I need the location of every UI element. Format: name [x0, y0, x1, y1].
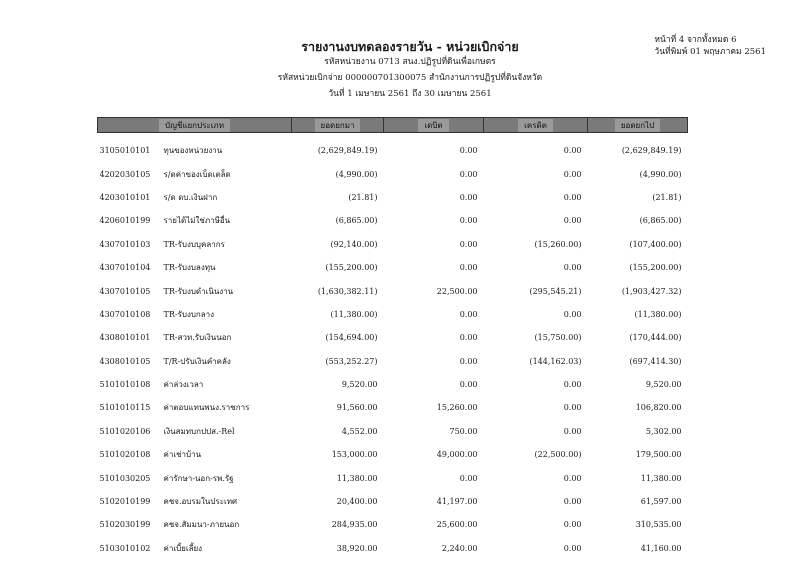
- carried-forward-value: 179,500.00: [635, 450, 682, 460]
- credit-value: 0.00: [563, 403, 582, 413]
- table-row: [98, 513, 688, 536]
- brought-forward-value: (92,140.00): [330, 239, 378, 249]
- debit-value: 750.00: [449, 426, 478, 436]
- carried-forward-value: (155,200.00): [629, 263, 682, 273]
- table-row: [98, 373, 688, 396]
- credit-value: 0.00: [563, 520, 582, 530]
- account-name: ค่าเบี้ยเลี้ยง: [163, 543, 203, 553]
- account-name: คชจ.สัมมนา-ภายนอก: [163, 520, 240, 530]
- brought-forward-value: 284,935.00: [331, 520, 378, 530]
- report-header: [0, 38, 800, 101]
- debit-value: 0.00: [459, 146, 478, 156]
- table-row: [98, 326, 688, 349]
- brought-forward-value: (2,629,849.19): [317, 146, 378, 156]
- debit-value: 0.00: [459, 333, 478, 343]
- account-code: 5101010115: [99, 403, 151, 413]
- debit-value: 25,600.00: [436, 520, 478, 530]
- debit-value: 49,000.00: [436, 450, 478, 460]
- account-name: รายได้ไม่ใช่ภาษีอื่น: [163, 216, 231, 226]
- account-name: TR-รับงบกลาง: [163, 309, 215, 319]
- report-title: รายงานงบทดลองรายวัน - หน่วยเบิกจ่าย: [301, 39, 519, 54]
- carried-forward-value: (2,629,849.19): [621, 146, 682, 156]
- account-code: 4307010104: [99, 263, 151, 273]
- account-code: 4307010108: [99, 309, 151, 319]
- table-row: [98, 133, 688, 163]
- disbursing-unit-line: รหัสหน่วยเบิกจ่าย 000000701300075 สำนักงานการปฏิรูปที่ดินจังหวัด: [277, 73, 543, 83]
- credit-value: 0.00: [563, 169, 582, 179]
- carried-forward-value: (11,380.00): [634, 309, 682, 319]
- table-row: [98, 256, 688, 279]
- brought-forward-value: (21.81): [348, 192, 378, 202]
- table-header: [98, 118, 688, 133]
- debit-value: 0.00: [459, 473, 478, 483]
- account-code: 4206010199: [99, 216, 151, 226]
- table-row: [98, 279, 688, 302]
- debit-value: 22,500.00: [436, 286, 478, 296]
- account-code: 4308010101: [99, 333, 151, 343]
- credit-value: 0.00: [563, 426, 582, 436]
- credit-value: (15,750.00): [534, 333, 582, 343]
- credit-value: 0.00: [563, 192, 582, 202]
- date-range-line: วันที่ 1 เมษายน 2561 ถึง 30 เมษายน 2561: [328, 89, 492, 99]
- table-row: [98, 186, 688, 209]
- brought-forward-value: (6,865.00): [335, 216, 378, 226]
- table-row: [98, 209, 688, 232]
- brought-forward-value: 153,000.00: [331, 450, 378, 460]
- carried-forward-value: (107,400.00): [629, 239, 682, 249]
- account-name: TR-รับงบดำเนินงาน: [163, 286, 234, 296]
- debit-value: 0.00: [459, 380, 478, 390]
- account-name: TR-รับงบลงทุน: [163, 263, 216, 273]
- account-code: 3105010101: [99, 146, 151, 156]
- account-name: T/R-ปรับเงินคำคลัง: [163, 356, 231, 366]
- col-header-carried-forward: ยอดยกไป: [588, 118, 688, 133]
- carried-forward-value: 310,535.00: [635, 520, 682, 530]
- debit-value: 0.00: [459, 309, 478, 319]
- table-row: [98, 162, 688, 185]
- table-row: [98, 396, 688, 419]
- credit-value: 0.00: [563, 309, 582, 319]
- credit-value: (295,545.21): [529, 286, 582, 296]
- account-name: TR-สวท.รับเงินนอก: [163, 333, 232, 343]
- carried-forward-value: (697,414.30): [629, 356, 682, 366]
- carried-forward-value: 41,160.00: [640, 543, 682, 553]
- brought-forward-value: (154,694.00): [325, 333, 378, 343]
- account-name: เงินสมทบกปปส.-Rel: [163, 426, 235, 436]
- table-body: [98, 133, 688, 561]
- table-row: [98, 303, 688, 326]
- account-code: 5102030199: [99, 520, 151, 530]
- debit-value: 0.00: [459, 239, 478, 249]
- account-code: 5103010102: [99, 543, 151, 553]
- brought-forward-value: (553,252.27): [325, 356, 378, 366]
- col-header-brought-forward: ยอดยกมา: [292, 118, 384, 133]
- credit-value: 0.00: [563, 380, 582, 390]
- credit-value: 0.00: [563, 497, 582, 507]
- carried-forward-value: (21.81): [652, 192, 682, 202]
- account-code: 5101020108: [99, 450, 151, 460]
- account-name: ร/ด ดบ.เงินฝาก: [163, 192, 218, 202]
- carried-forward-value: (4,990.00): [639, 169, 682, 179]
- table-row: [98, 490, 688, 513]
- col-header-account: บัญชีแยกประเภท: [98, 118, 292, 133]
- account-name: ค่าเช่าบ้าน: [163, 450, 202, 460]
- table-row: [98, 350, 688, 373]
- debit-value: 15,260.00: [436, 403, 478, 413]
- brought-forward-value: 11,380.00: [336, 473, 378, 483]
- table-row: [98, 537, 688, 560]
- account-code: 4203010101: [99, 192, 151, 202]
- debit-value: 41,197.00: [436, 497, 478, 507]
- account-name: ทุนของหน่วยงาน: [163, 146, 223, 156]
- credit-value: (144,162.03): [529, 356, 582, 366]
- print-date: วันที่พิมพ์ 01 พฤษภาคม 2561: [654, 47, 766, 57]
- credit-value: 0.00: [563, 263, 582, 273]
- agency-line: รหัสหน่วยงาน 0713 สนง.ปฏิรูปที่ดินเพื่อเกษตร: [324, 57, 496, 67]
- carried-forward-value: 11,380.00: [640, 473, 682, 483]
- carried-forward-value: (170,444.00): [629, 333, 682, 343]
- debit-value: 0.00: [459, 192, 478, 202]
- account-name: ร/ดค่าของเบ็ดเตล็ด: [163, 169, 231, 179]
- account-name: ค่าล่วงเวลา: [163, 380, 204, 390]
- account-name: คชจ.อบรมในประเทศ: [163, 497, 238, 507]
- account-code: 5101030205: [99, 473, 151, 483]
- account-code: 5101010108: [99, 380, 151, 390]
- credit-value: 0.00: [563, 473, 582, 483]
- credit-value: 0.00: [563, 216, 582, 226]
- credit-value: (15,260.00): [534, 239, 582, 249]
- account-code: 4307010105: [99, 286, 151, 296]
- debit-value: 0.00: [459, 356, 478, 366]
- credit-value: 0.00: [563, 543, 582, 553]
- credit-value: (22,500.00): [534, 450, 582, 460]
- col-header-debit: เดบิต: [384, 118, 484, 133]
- debit-value: 0.00: [459, 263, 478, 273]
- brought-forward-value: 9,520.00: [341, 380, 378, 390]
- brought-forward-value: 4,552.00: [341, 426, 378, 436]
- brought-forward-value: 91,560.00: [336, 403, 378, 413]
- carried-forward-value: 5,302.00: [645, 426, 682, 436]
- carried-forward-value: 106,820.00: [635, 403, 682, 413]
- brought-forward-value: 20,400.00: [336, 497, 378, 507]
- account-name: ค่ารักษา-นอก-รพ.รัฐ: [163, 473, 234, 483]
- carried-forward-value: 61,597.00: [640, 497, 682, 507]
- account-name: ค่าตอบแทนพนง.ราชการ: [163, 403, 250, 413]
- table-row: [98, 443, 688, 466]
- carried-forward-value: 9,520.00: [645, 380, 682, 390]
- table-row: [98, 466, 688, 489]
- account-code: 5102010199: [99, 497, 151, 507]
- debit-value: 2,240.00: [441, 543, 478, 553]
- carried-forward-value: (6,865.00): [639, 216, 682, 226]
- account-code: 5101020106: [99, 426, 151, 436]
- brought-forward-value: (11,380.00): [330, 309, 378, 319]
- page-number: หน้าที่ 4 จากทั้งหมด 6: [654, 35, 737, 45]
- brought-forward-value: (1,630,382.11): [317, 286, 378, 296]
- debit-value: 0.00: [459, 216, 478, 226]
- brought-forward-value: (4,990.00): [335, 169, 378, 179]
- table-row: [98, 233, 688, 256]
- brought-forward-value: (155,200.00): [325, 263, 378, 273]
- brought-forward-value: 38,920.00: [336, 543, 378, 553]
- account-code: 4202030105: [99, 169, 151, 179]
- debit-value: 0.00: [459, 169, 478, 179]
- col-header-credit: เครดิต: [484, 118, 588, 133]
- account-code: 4307010103: [99, 239, 151, 249]
- account-name: TR-รับงบบุคลากร: [163, 239, 225, 249]
- account-code: 4308010105: [99, 356, 151, 366]
- trial-balance-table: [97, 117, 688, 560]
- carried-forward-value: (1,903,427.32): [621, 286, 682, 296]
- credit-value: 0.00: [563, 146, 582, 156]
- table-row: [98, 420, 688, 443]
